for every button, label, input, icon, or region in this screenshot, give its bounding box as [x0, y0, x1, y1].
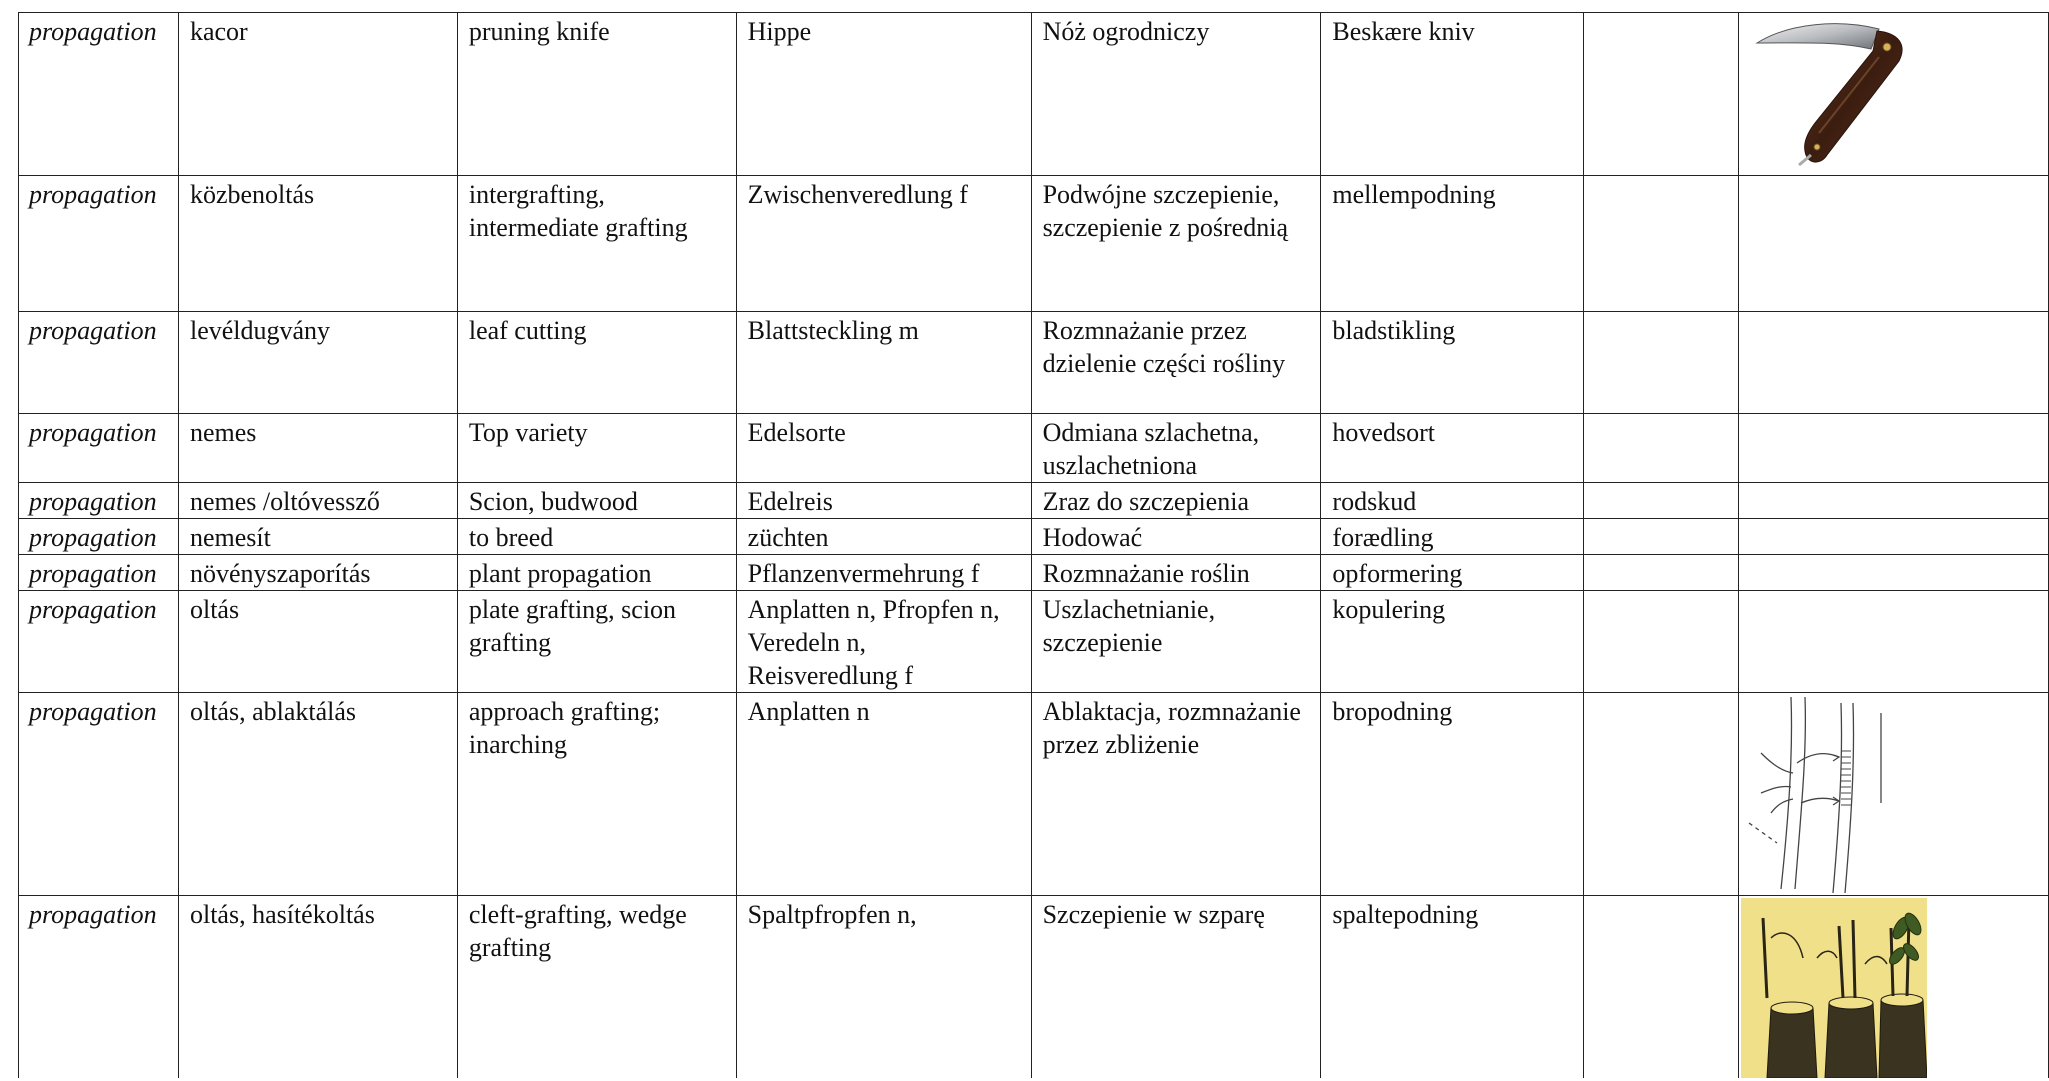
- image-cell: [1739, 591, 2049, 693]
- category-cell: propagation: [19, 176, 179, 312]
- category-cell: propagation: [19, 591, 179, 693]
- danish-term: kopulering: [1321, 591, 1584, 693]
- category-cell: propagation: [19, 519, 179, 555]
- english-term: Scion, budwood: [457, 483, 736, 519]
- extra-cell: [1584, 693, 1739, 896]
- polish-term: Rozmnażanie roślin: [1031, 555, 1321, 591]
- category-cell: propagation: [19, 414, 179, 483]
- table-row: [19, 519, 2049, 555]
- polish-term: Zraz do szczepienia: [1031, 483, 1321, 519]
- table-row: [19, 176, 2049, 312]
- image-cell: [1739, 13, 2049, 176]
- hungarian-term: nemes: [178, 414, 457, 483]
- extra-cell: [1584, 414, 1739, 483]
- table-row: [19, 591, 2049, 693]
- extra-cell: [1584, 312, 1739, 414]
- polish-term: Szczepienie w szparę: [1031, 896, 1321, 1079]
- danish-term: mellempodning: [1321, 176, 1584, 312]
- danish-term: forædling: [1321, 519, 1584, 555]
- danish-term: opformering: [1321, 555, 1584, 591]
- polish-term: Podwójne szczepienie, szczepienie z pośrednią: [1031, 176, 1321, 312]
- polish-term: Uszlachetnianie, szczepienie: [1031, 591, 1321, 693]
- category-cell: propagation: [19, 13, 179, 176]
- german-term: züchten: [736, 519, 1031, 555]
- polish-term: Rozmnażanie przez dzielenie części rośliny: [1031, 312, 1321, 414]
- english-term: cleft-grafting, wedge grafting: [457, 896, 736, 1079]
- extra-cell: [1584, 591, 1739, 693]
- danish-term: bladstikling: [1321, 312, 1584, 414]
- german-term: Anplatten n, Pfropfen n, Veredeln n, Reisveredlung f: [736, 591, 1031, 693]
- polish-term: Ablaktacja, rozmnażanie przez zbliżenie: [1031, 693, 1321, 896]
- hungarian-term: oltás, hasítékoltás: [178, 896, 457, 1079]
- hungarian-term: levéldugvány: [178, 312, 457, 414]
- image-cell: [1739, 483, 2049, 519]
- german-term: Blattsteckling m: [736, 312, 1031, 414]
- image-cell: [1739, 414, 2049, 483]
- extra-cell: [1584, 519, 1739, 555]
- german-term: Pflanzenvermehrung f: [736, 555, 1031, 591]
- hungarian-term: oltás: [178, 591, 457, 693]
- english-term: to breed: [457, 519, 736, 555]
- hungarian-term: növényszaporítás: [178, 555, 457, 591]
- category-cell: propagation: [19, 312, 179, 414]
- danish-term: Beskære kniv: [1321, 13, 1584, 176]
- english-term: intergrafting, intermediate grafting: [457, 176, 736, 312]
- extra-cell: [1584, 555, 1739, 591]
- table-row: [19, 693, 2049, 896]
- polish-term: Nóż ogrodniczy: [1031, 13, 1321, 176]
- approach-grafting-sketch: [1741, 693, 1911, 893]
- image-cell: [1739, 176, 2049, 312]
- hungarian-term: nemesít: [178, 519, 457, 555]
- table-row: [19, 13, 2049, 176]
- danish-term: bropodning: [1321, 693, 1584, 896]
- category-cell: propagation: [19, 693, 179, 896]
- extra-cell: [1584, 483, 1739, 519]
- extra-cell: [1584, 176, 1739, 312]
- polish-term: Hodować: [1031, 519, 1321, 555]
- german-term: Spaltpfropfen n,: [736, 896, 1031, 1079]
- hungarian-term: oltás, ablaktálás: [178, 693, 457, 896]
- english-term: plate grafting, scion grafting: [457, 591, 736, 693]
- english-term: Top variety: [457, 414, 736, 483]
- german-term: Edelsorte: [736, 414, 1031, 483]
- category-cell: propagation: [19, 483, 179, 519]
- german-term: Hippe: [736, 13, 1031, 176]
- table-row: [19, 896, 2049, 1079]
- image-cell: [1739, 693, 2049, 896]
- cleft-grafting-illustration: [1741, 898, 1927, 1078]
- danish-term: hovedsort: [1321, 414, 1584, 483]
- danish-term: spaltepodning: [1321, 896, 1584, 1079]
- english-term: plant propagation: [457, 555, 736, 591]
- german-term: Anplatten n: [736, 693, 1031, 896]
- polish-term: Odmiana szlachetna, uszlachetniona: [1031, 414, 1321, 483]
- image-cell: [1739, 312, 2049, 414]
- glossary-table: [18, 12, 2049, 1078]
- image-cell: [1739, 896, 2049, 1079]
- english-term: pruning knife: [457, 13, 736, 176]
- danish-term: rodskud: [1321, 483, 1584, 519]
- hungarian-term: nemes /oltóvessző: [178, 483, 457, 519]
- table-row: [19, 483, 2049, 519]
- table-row: [19, 312, 2049, 414]
- extra-cell: [1584, 896, 1739, 1079]
- table-row: [19, 555, 2049, 591]
- extra-cell: [1584, 13, 1739, 176]
- english-term: leaf cutting: [457, 312, 736, 414]
- image-cell: [1739, 519, 2049, 555]
- image-cell: [1739, 555, 2049, 591]
- hungarian-term: közbenoltás: [178, 176, 457, 312]
- category-cell: propagation: [19, 896, 179, 1079]
- hungarian-term: kacor: [178, 13, 457, 176]
- english-term: approach grafting; inarching: [457, 693, 736, 896]
- german-term: Edelreis: [736, 483, 1031, 519]
- pruning-knife-image: [1749, 15, 1929, 175]
- table-row: [19, 414, 2049, 483]
- category-cell: propagation: [19, 555, 179, 591]
- german-term: Zwischenveredlung f: [736, 176, 1031, 312]
